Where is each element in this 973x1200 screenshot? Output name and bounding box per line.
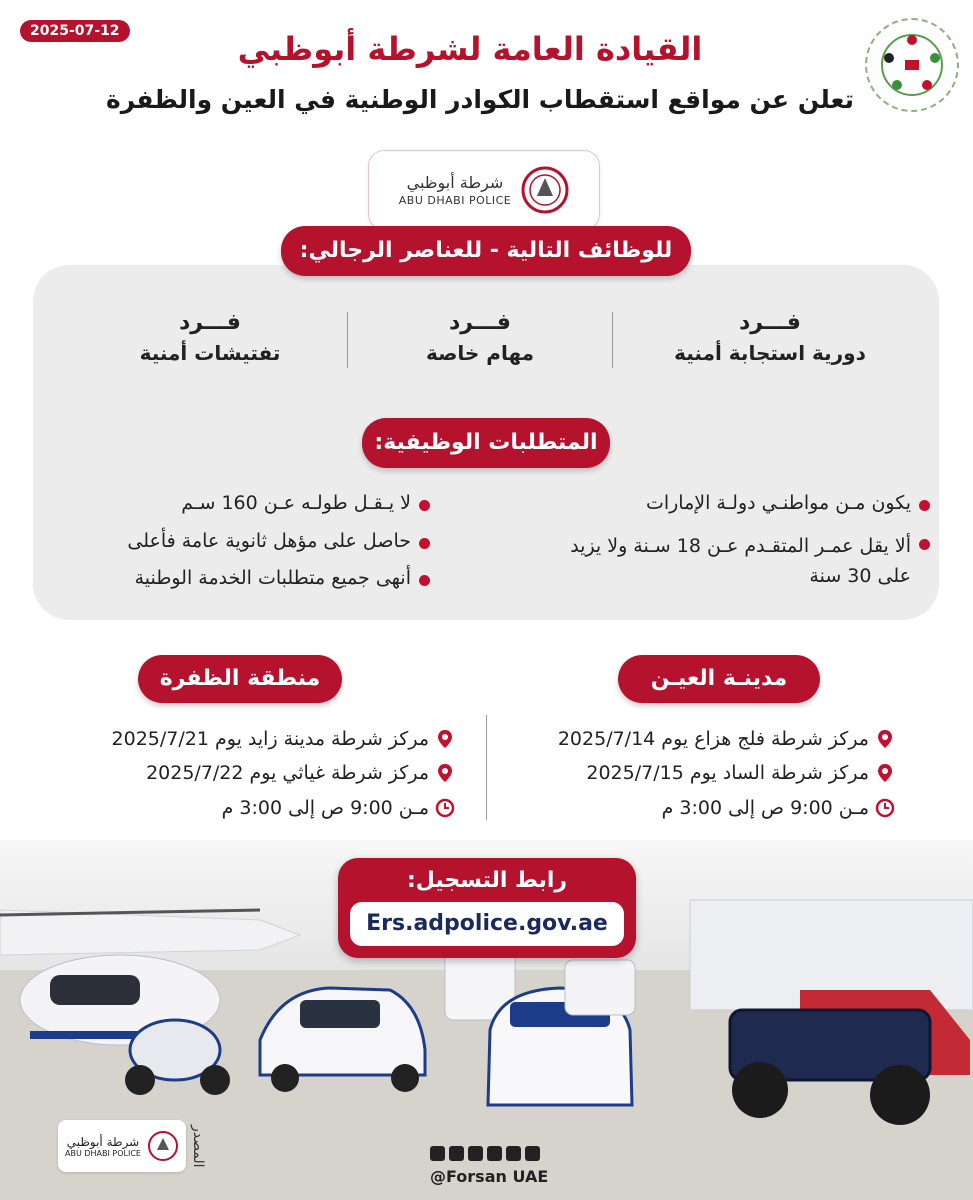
bullet-icon [419, 538, 430, 549]
requirement-text: أنهى جميع متطلبات الخدمة الوطنية [134, 567, 411, 589]
x-icon[interactable] [468, 1146, 483, 1161]
requirement-text: لا يـقـل طولـه عـن 160 سـم [181, 492, 411, 514]
police-crest-icon [521, 162, 569, 218]
registration-link[interactable]: Ers.adpolice.gov.ae [350, 902, 624, 946]
source-logo [58, 1120, 186, 1172]
source-label: المصدر [190, 1125, 206, 1168]
requirements-heading: المتطلبات الوظيفية: [362, 418, 610, 468]
logo-arabic: شرطة أبوظبي [406, 173, 504, 192]
job-rank: فـــرد [739, 310, 801, 335]
facebook-icon[interactable] [487, 1146, 502, 1161]
time-item [40, 797, 455, 819]
abu-dhabi-police-logo [368, 150, 600, 230]
location-text: مركز شرطة مدينة زايد يوم 2025/7/21 [111, 728, 429, 750]
requirement-text: ألا يقل عمـر المتقـدم عـن 18 سـنة ولا يزيد على 30 سنة [570, 535, 911, 587]
snapchat-icon[interactable] [525, 1146, 540, 1161]
alain-heading: مدينـة العيـن [618, 655, 820, 703]
job-item [640, 310, 900, 365]
location-item [40, 762, 455, 784]
social-handle[interactable]: @Forsan UAE [430, 1167, 549, 1186]
time-text: مـن 9:00 ص إلى 3:00 م [221, 797, 429, 819]
source-logo-arabic: شرطة أبوظبي [66, 1134, 140, 1149]
page-title: القيادة العامة لشرطة أبوظبي [237, 30, 703, 68]
bullet-icon [919, 500, 930, 511]
job-divider [347, 312, 348, 368]
job-divider [612, 312, 613, 368]
time-text: مـن 9:00 ص إلى 3:00 م [661, 797, 869, 819]
jobs-heading: للوظائف التالية - للعناصر الرجالي: [281, 226, 691, 276]
location-pin-icon [875, 763, 895, 783]
clock-icon [435, 798, 455, 818]
location-item [500, 762, 895, 784]
requirement-text: يكون مـن مواطنـي دولـة الإمارات [645, 492, 911, 514]
clock-icon [875, 798, 895, 818]
forsan-emblem-icon [865, 18, 959, 112]
bullet-icon [419, 500, 430, 511]
location-pin-icon [435, 763, 455, 783]
dhafra-heading: منطقة الظفرة [138, 655, 342, 703]
location-pin-icon [875, 729, 895, 749]
location-item [500, 728, 895, 750]
social-icons [430, 1146, 540, 1161]
job-name: دورية استجابة أمنية [674, 341, 866, 365]
job-name: مهام خاصة [425, 341, 535, 365]
police-crest-icon [147, 1128, 179, 1164]
logo-english: ABU DHABI POLICE [398, 194, 512, 207]
registration-label: رابط التسجيل: [406, 868, 568, 893]
location-text: مركز شرطة غياثي يوم 2025/7/22 [146, 762, 429, 784]
location-text: مركز شرطة فلج هزاع يوم 2025/7/14 [557, 728, 869, 750]
source-logo-english: ABU DHABI POLICE [65, 1148, 141, 1158]
bullet-icon [419, 575, 430, 586]
requirement-item [60, 530, 430, 552]
requirement-text: حاصل على مؤهل ثانوية عامة فأعلى [127, 530, 411, 552]
job-item [80, 310, 340, 365]
job-rank: فـــرد [449, 310, 511, 335]
requirement-item [60, 492, 430, 514]
time-item [500, 797, 895, 819]
job-rank: فـــرد [179, 310, 241, 335]
job-item [355, 310, 605, 365]
requirement-item [60, 567, 430, 589]
page-subtitle: تعلن عن مواقع استقطاب الكوادر الوطنية في العين والظفرة [105, 85, 855, 114]
location-divider [486, 715, 487, 820]
location-text: مركز شرطة الساد يوم 2025/7/15 [586, 762, 869, 784]
instagram-icon[interactable] [506, 1146, 521, 1161]
telegram-icon[interactable] [449, 1146, 464, 1161]
youtube-icon[interactable] [430, 1146, 445, 1161]
requirement-item [540, 492, 930, 514]
requirement-item [540, 531, 930, 591]
date-badge: 2025-07-12 [20, 20, 130, 42]
bullet-icon [919, 539, 930, 550]
location-item [40, 728, 455, 750]
job-name: تفتيشات أمنية [139, 341, 281, 365]
location-pin-icon [435, 729, 455, 749]
